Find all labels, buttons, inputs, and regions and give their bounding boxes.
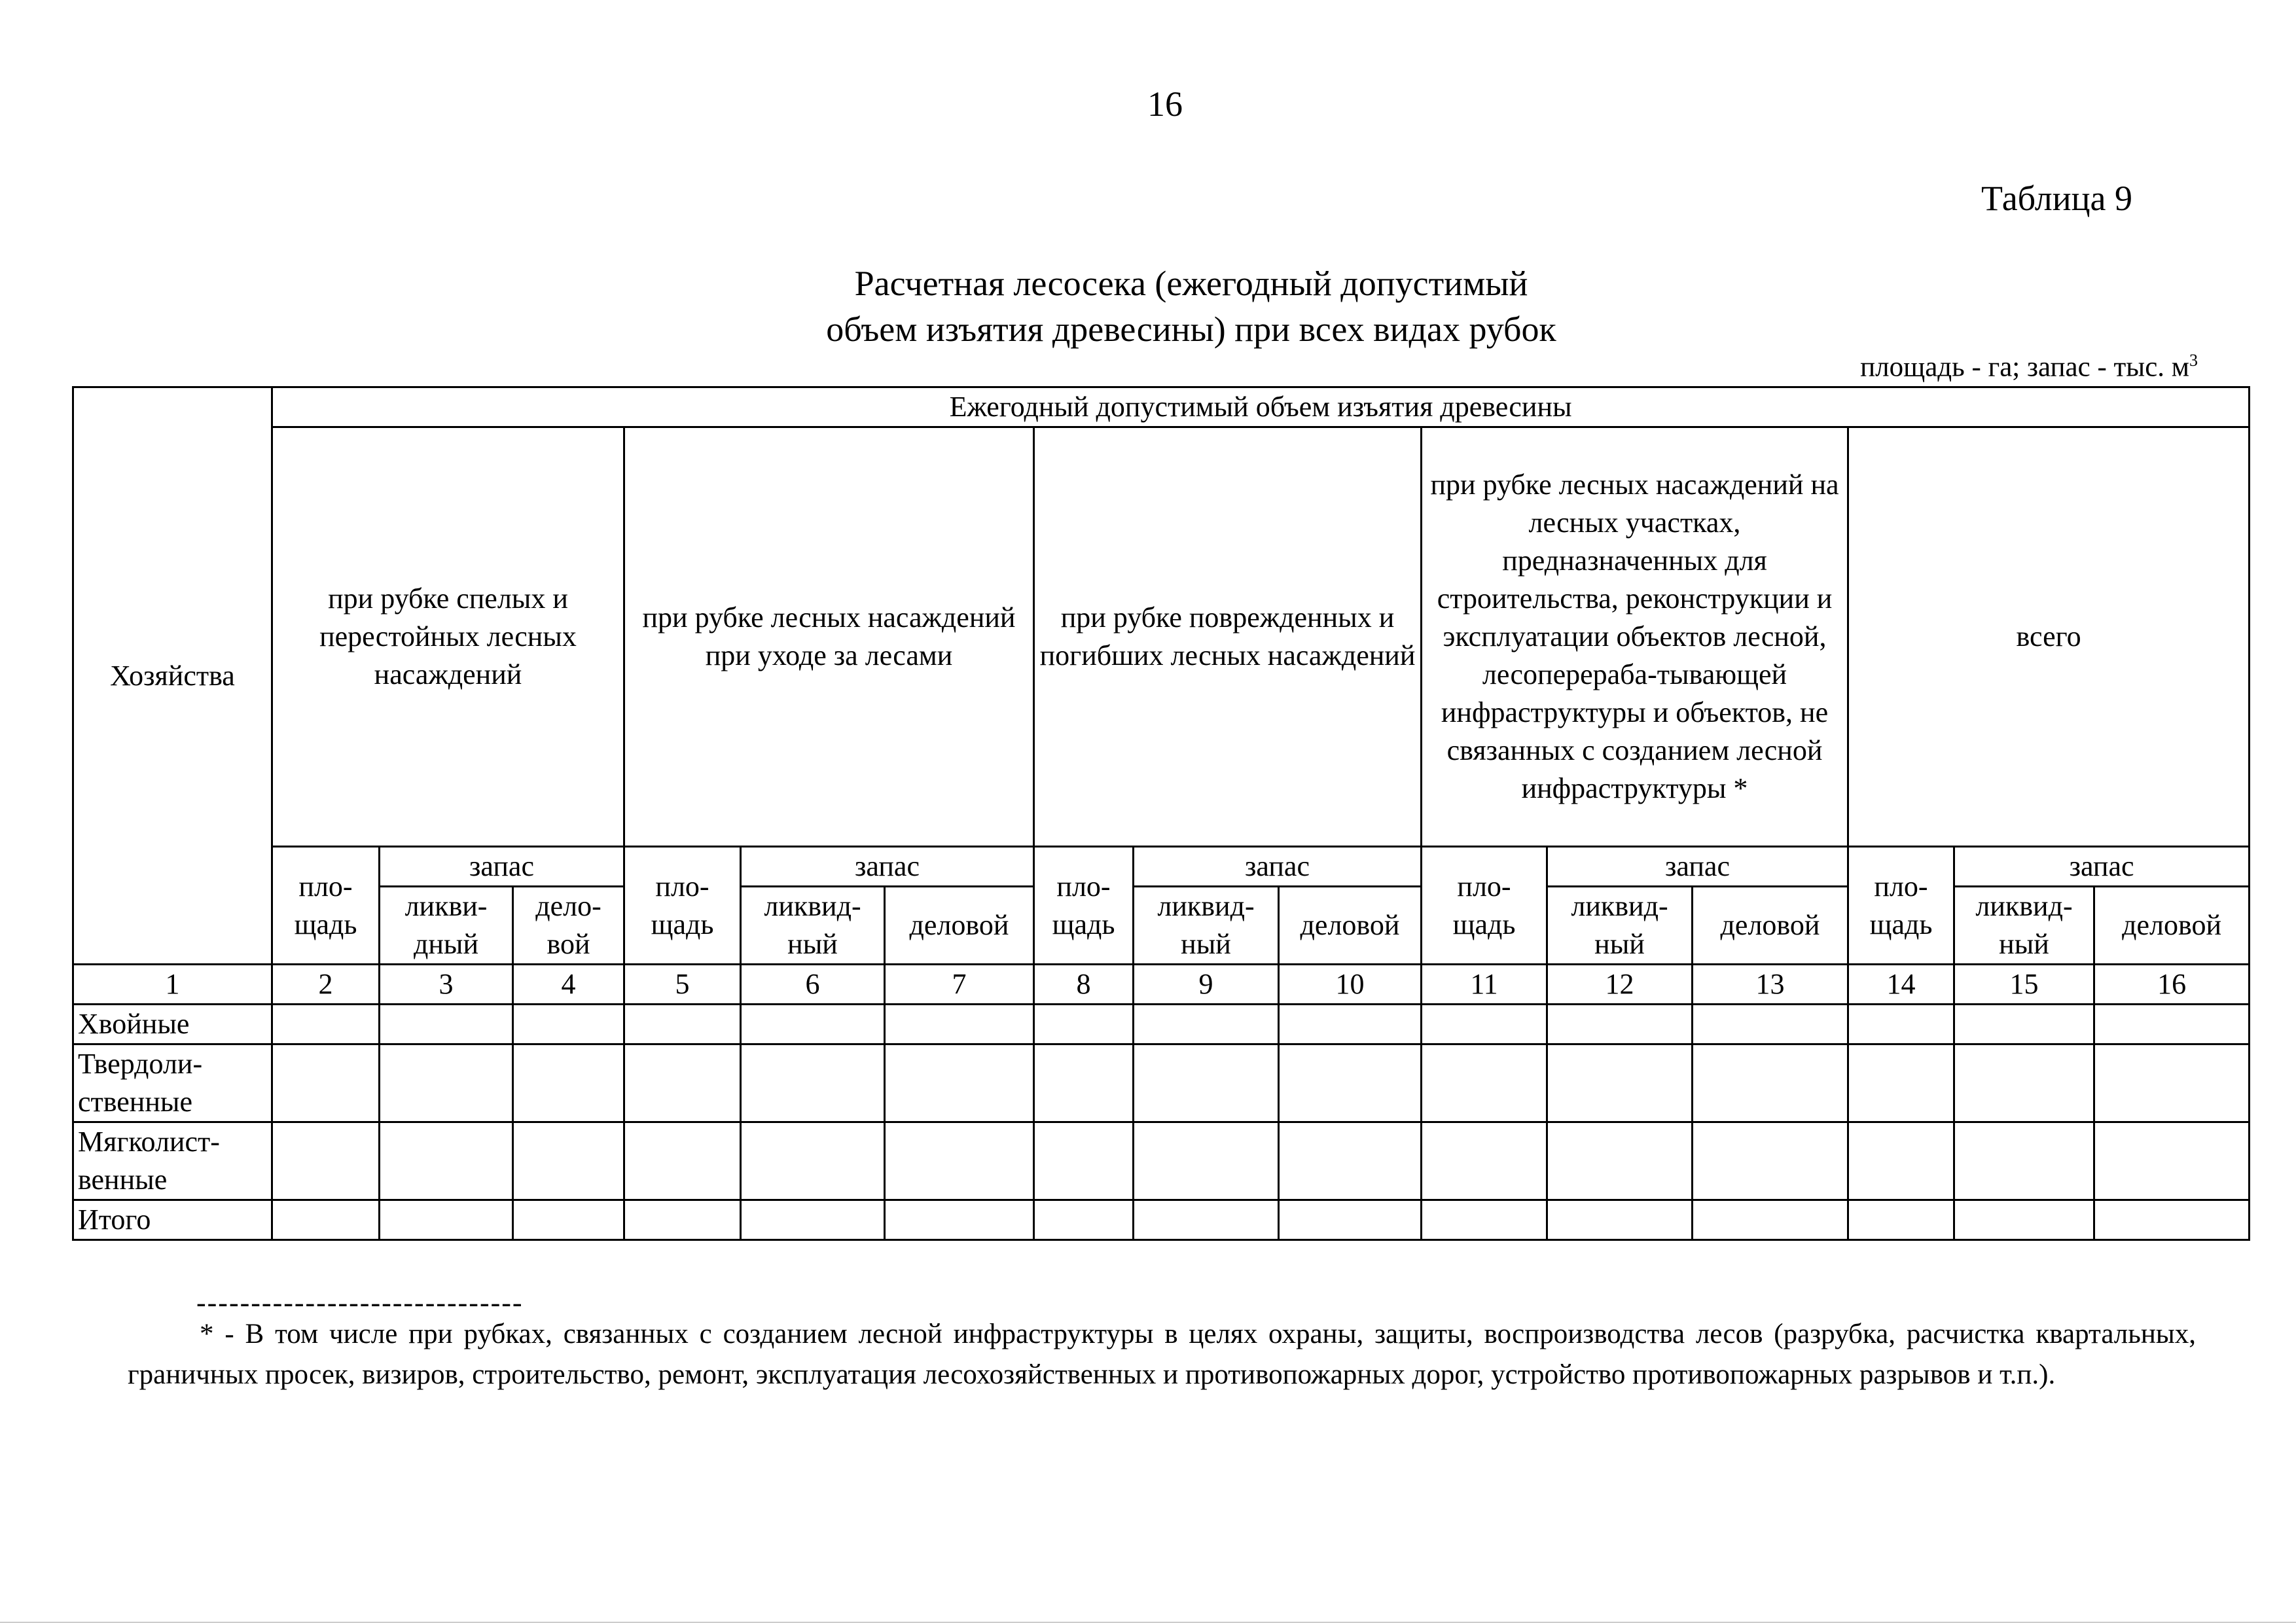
data-cell xyxy=(885,1005,1034,1044)
data-cell xyxy=(1422,1005,1547,1044)
data-cell xyxy=(272,1200,380,1240)
units-text: площадь - га; запас - тыс. м xyxy=(1860,351,2189,383)
column-number: 16 xyxy=(2094,965,2250,1005)
data-cell xyxy=(1547,1044,1693,1122)
data-cell xyxy=(1693,1200,1848,1240)
group-header-mature: при рубке спелых и перестойных лесных насаждений xyxy=(272,427,624,847)
column-number: 14 xyxy=(1848,965,1954,1005)
data-cell xyxy=(1848,1005,1954,1044)
data-cell xyxy=(1034,1044,1134,1122)
data-cell xyxy=(1034,1005,1134,1044)
data-cell xyxy=(1954,1122,2094,1200)
data-cell xyxy=(1279,1200,1422,1240)
data-cell xyxy=(380,1122,513,1200)
logging-volume-table xyxy=(72,386,2250,1241)
row-label: Хвойные xyxy=(73,1005,272,1044)
column-numbers-row xyxy=(73,965,2250,1005)
data-cell xyxy=(1693,1122,1848,1200)
column-number: 11 xyxy=(1422,965,1547,1005)
subheader-business: деловой xyxy=(885,887,1034,965)
subheader-liquid: ликвид-ный xyxy=(741,887,885,965)
data-cell xyxy=(513,1044,624,1122)
column-number: 2 xyxy=(272,965,380,1005)
data-cell xyxy=(1279,1005,1422,1044)
column-number: 6 xyxy=(741,965,885,1005)
column-number: 7 xyxy=(885,965,1034,1005)
header-row-groups xyxy=(73,427,2250,847)
subheader-liquid: ликвид-ный xyxy=(1134,887,1279,965)
group-header-damaged: при рубке поврежденных и погибших лесных насаждений xyxy=(1034,427,1422,847)
subheader-stock: запас xyxy=(1134,847,1422,887)
subheader-liquid: ликви-дный xyxy=(380,887,513,965)
col-header-main: Ежегодный допустимый объем изъятия древесины xyxy=(272,387,2250,427)
data-cell xyxy=(2094,1122,2250,1200)
subheader-business: дело-вой xyxy=(513,887,624,965)
data-cell xyxy=(272,1122,380,1200)
subheader-stock: запас xyxy=(741,847,1034,887)
data-cell xyxy=(1422,1044,1547,1122)
table-row-total xyxy=(73,1200,2250,1240)
group-header-total: всего xyxy=(1848,427,2250,847)
data-cell xyxy=(1134,1005,1279,1044)
data-cell xyxy=(513,1005,624,1044)
column-number: 10 xyxy=(1279,965,1422,1005)
data-cell xyxy=(272,1005,380,1044)
table-row-hardwood xyxy=(73,1044,2250,1122)
subheader-area: пло-щадь xyxy=(1034,847,1134,965)
data-cell xyxy=(513,1200,624,1240)
page-number: 16 xyxy=(1147,84,1183,124)
row-label: Твердоли-ственные xyxy=(73,1044,272,1122)
data-cell xyxy=(1422,1200,1547,1240)
subheader-area: пло-щадь xyxy=(1848,847,1954,965)
data-cell xyxy=(380,1200,513,1240)
table-title xyxy=(655,260,1728,352)
table-row-softwood xyxy=(73,1122,2250,1200)
data-cell xyxy=(272,1044,380,1122)
subheader-area: пло-щадь xyxy=(624,847,741,965)
data-cell xyxy=(624,1005,741,1044)
data-cell xyxy=(1547,1005,1693,1044)
data-cell xyxy=(885,1122,1034,1200)
units-superscript: 3 xyxy=(2189,351,2198,370)
data-cell xyxy=(1693,1044,1848,1122)
data-cell xyxy=(380,1005,513,1044)
data-cell xyxy=(1954,1044,2094,1122)
data-cell xyxy=(624,1122,741,1200)
column-number: 8 xyxy=(1034,965,1134,1005)
subheader-business: деловой xyxy=(1279,887,1422,965)
data-cell xyxy=(741,1044,885,1122)
data-cell xyxy=(741,1200,885,1240)
footnote-text: * - В том числе при рубках, связанных с созданием лесной инфраструктуры в целях охраны, защиты, воспроизводства лесов (разрубка, расчистка квартальных, граничных просек, визиров, строительство, ремонт, эксплуатация лесохозяйственных и противопожарных дорог, устройство противопожарных разрывов и т.п.). xyxy=(128,1319,2196,1390)
data-cell xyxy=(1693,1005,1848,1044)
data-cell xyxy=(513,1122,624,1200)
data-cell xyxy=(1547,1122,1693,1200)
column-number: 3 xyxy=(380,965,513,1005)
data-cell xyxy=(2094,1200,2250,1240)
subheader-area: пло-щадь xyxy=(272,847,380,965)
data-cell xyxy=(1279,1122,1422,1200)
data-cell xyxy=(2094,1044,2250,1122)
data-cell xyxy=(624,1200,741,1240)
data-cell xyxy=(1034,1200,1134,1240)
subheader-business: деловой xyxy=(1693,887,1848,965)
column-number: 12 xyxy=(1547,965,1693,1005)
data-cell xyxy=(380,1044,513,1122)
data-cell xyxy=(1954,1200,2094,1240)
subheader-stock: запас xyxy=(1547,847,1848,887)
data-cell xyxy=(1134,1122,1279,1200)
subheader-business: деловой xyxy=(2094,887,2250,965)
column-number: 13 xyxy=(1693,965,1848,1005)
data-cell xyxy=(1848,1044,1954,1122)
subheader-stock: запас xyxy=(380,847,624,887)
data-cell xyxy=(885,1200,1034,1240)
subheader-stock: запас xyxy=(1954,847,2250,887)
data-cell xyxy=(624,1044,741,1122)
data-cell xyxy=(741,1005,885,1044)
footnote-separator: ------------------------------ xyxy=(196,1287,524,1319)
data-cell xyxy=(1848,1200,1954,1240)
column-number: 9 xyxy=(1134,965,1279,1005)
subheader-liquid: ликвид-ный xyxy=(1954,887,2094,965)
data-cell xyxy=(1034,1122,1134,1200)
header-row-main xyxy=(73,387,2250,427)
data-cell xyxy=(2094,1005,2250,1044)
data-cell xyxy=(1134,1044,1279,1122)
title-line-1: Расчетная лесосека (ежегодный допустимый xyxy=(854,264,1528,303)
group-header-infrastructure: при рубке лесных насаждений на лесных участках, предназначенных для строительства, реконструкции и эксплуатации объектов лесной, лесоперераба-тывающей инфраструктуры и объектов, не связанных с созданием лесной инфраструктуры * xyxy=(1422,427,1848,847)
column-number: 4 xyxy=(513,965,624,1005)
data-cell xyxy=(1848,1122,1954,1200)
data-cell xyxy=(1134,1200,1279,1240)
subheader-liquid: ликвид-ный xyxy=(1547,887,1693,965)
subheader-area: пло-щадь xyxy=(1422,847,1547,965)
header-row-stock xyxy=(73,847,2250,887)
data-cell xyxy=(885,1044,1034,1122)
data-cell xyxy=(1547,1200,1693,1240)
column-number: 15 xyxy=(1954,965,2094,1005)
col-header-farms: Хозяйства xyxy=(73,387,272,965)
data-cell xyxy=(1954,1005,2094,1044)
data-cell xyxy=(741,1122,885,1200)
data-cell xyxy=(1279,1044,1422,1122)
units-note xyxy=(1860,351,2198,383)
row-label: Итого xyxy=(73,1200,272,1240)
table-row-coniferous xyxy=(73,1005,2250,1044)
data-cell xyxy=(1422,1122,1547,1200)
column-number: 1 xyxy=(73,965,272,1005)
group-header-care: при рубке лесных насаждений при уходе за лесами xyxy=(624,427,1034,847)
title-line-2: объем изъятия древесины) при всех видах рубок xyxy=(826,310,1556,349)
table-label: Таблица 9 xyxy=(1981,179,2132,218)
row-label: Мягколист-венные xyxy=(73,1122,272,1200)
column-number: 5 xyxy=(624,965,741,1005)
